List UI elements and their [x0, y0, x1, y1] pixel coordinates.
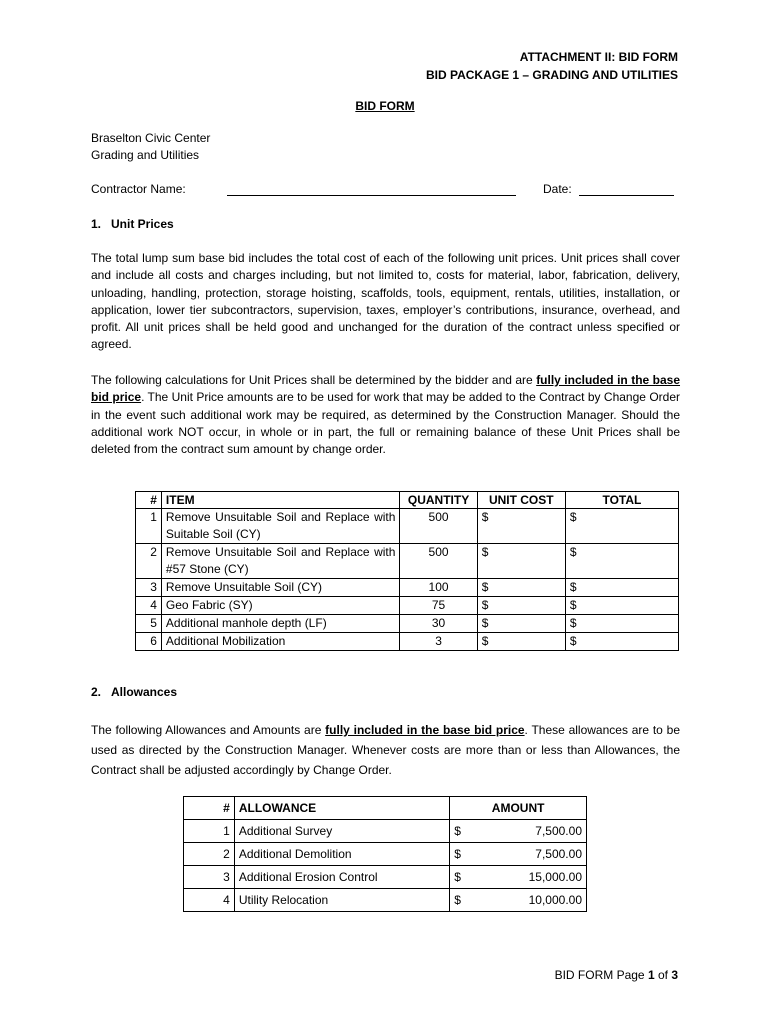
col-number: # — [184, 797, 235, 820]
row-number: 4 — [184, 889, 235, 912]
row-quantity: 100 — [400, 579, 477, 597]
para2-emphasis: fully included in the base bid price — [91, 373, 681, 405]
row-amount: 15,000.00 — [485, 866, 587, 889]
col-allowance: ALLOWANCE — [234, 797, 449, 820]
allowances-table — [183, 796, 587, 912]
row-quantity: 75 — [400, 597, 477, 615]
row-number: 2 — [136, 544, 162, 579]
unit-cost-cell[interactable]: $ — [477, 544, 565, 579]
row-quantity: 30 — [400, 615, 477, 633]
footer-prefix: BID FORM Page — [554, 968, 648, 982]
unit-cost-cell[interactable]: $ — [477, 633, 565, 651]
row-number: 3 — [136, 579, 162, 597]
col-amount: AMOUNT — [450, 797, 587, 820]
table-row — [136, 615, 679, 633]
table-row — [136, 579, 679, 597]
table-row — [184, 889, 587, 912]
total-cell[interactable]: $ — [565, 544, 678, 579]
unit-prices-calculation-paragraph — [91, 372, 680, 458]
page-title: BID FORM — [355, 99, 415, 113]
row-number: 2 — [184, 843, 235, 866]
date-label: Date: — [543, 182, 572, 196]
row-allowance: Utility Relocation — [234, 889, 449, 912]
unit-cost-cell[interactable]: $ — [477, 615, 565, 633]
row-amount: 7,500.00 — [485, 820, 587, 843]
allow-text-a: The following Allowances and Amounts are — [91, 723, 326, 737]
row-item: Remove Unsuitable Soil and Replace with Suitable Soil (CY) — [161, 509, 400, 544]
allowances-paragraph — [91, 720, 680, 780]
contractor-label: Contractor Name: — [91, 182, 186, 196]
unit-prices-table — [135, 491, 679, 651]
total-cell[interactable]: $ — [565, 597, 678, 615]
table-row — [136, 544, 679, 579]
row-number: 5 — [136, 615, 162, 633]
row-item: Additional manhole depth (LF) — [161, 615, 400, 633]
col-number: # — [136, 492, 162, 509]
col-unit-cost: UNIT COST — [477, 492, 565, 509]
row-allowance: Additional Erosion Control — [234, 866, 449, 889]
project-line-2: Grading and Utilities — [91, 148, 200, 162]
row-currency: $ — [450, 866, 485, 889]
project-name — [91, 130, 210, 164]
row-number: 1 — [136, 509, 162, 544]
footer-page-total: 3 — [671, 968, 678, 982]
table-row — [136, 597, 679, 615]
footer-page-number: 1 — [647, 968, 655, 982]
allow-text-b: . These allowances are to be used as directed by the Construction Manager. Whenever costs are more than or less than Allowances, the Contract shall be adjusted accordingly by Change Order. — [91, 723, 680, 777]
row-number: 4 — [136, 597, 162, 615]
row-number: 3 — [184, 866, 235, 889]
row-currency: $ — [450, 843, 485, 866]
row-number: 6 — [136, 633, 162, 651]
header-line-1: ATTACHMENT II: BID FORM — [519, 50, 678, 64]
row-item: Geo Fabric (SY) — [161, 597, 400, 615]
row-item: Remove Unsuitable Soil (CY) — [161, 579, 400, 597]
row-currency: $ — [450, 889, 485, 912]
allow-table-header — [184, 797, 587, 820]
header-line-2: BID PACKAGE 1 – GRADING AND UTILITIES — [425, 68, 678, 82]
row-amount: 10,000.00 — [485, 889, 587, 912]
table-row — [184, 843, 587, 866]
table-row — [136, 509, 679, 544]
section-1-heading: 1. Unit Prices — [91, 217, 174, 231]
table-row — [184, 820, 587, 843]
para2-text-b: . The Unit Price amounts are to be used for work that may be added to the Contract by Change Order in the event such additional work may be required, as determined by the Construction Manager. Should the additional work NOT occur, in whole or in part, the full or remaining balance of these Unit Prices shall be deleted from the contract sum amount by change order. — [91, 390, 680, 457]
page-footer — [555, 968, 678, 982]
table-row — [184, 866, 587, 889]
row-number: 1 — [184, 820, 235, 843]
unit-cost-cell[interactable]: $ — [477, 579, 565, 597]
unit-prices-paragraph: The total lump sum base bid includes the total cost of each of the following unit prices. Unit prices shall cover and include all costs and charges including, but not limited to, costs for material, labor, fabrication, delivery, unloading, handling, protection, storage hoisting, scaffolds, tools, equipment, rentals, utilities, installation, or application, lower tier subcontractors, supervision, taxes, employer’s contributions, insurance, overhead, and profit. All unit prices shall be held good and unchanged for the duration of the contract unless specified or agreed. — [91, 251, 680, 352]
unit-cost-cell[interactable]: $ — [477, 509, 565, 544]
col-item: ITEM — [161, 492, 400, 509]
row-item: Remove Unsuitable Soil and Replace with #57 Stone (CY) — [161, 544, 400, 579]
row-amount: 7,500.00 — [485, 843, 587, 866]
attachment-header — [426, 48, 678, 84]
row-allowance: Additional Survey — [234, 820, 449, 843]
row-currency: $ — [450, 820, 485, 843]
col-total: TOTAL — [565, 492, 678, 509]
table-row — [136, 633, 679, 651]
total-cell[interactable]: $ — [565, 615, 678, 633]
unit-cost-cell[interactable]: $ — [477, 597, 565, 615]
section-2-heading: 2. Allowances — [91, 685, 178, 699]
row-item: Additional Mobilization — [161, 633, 400, 651]
allow-emphasis: fully included in the base bid price — [325, 723, 525, 737]
total-cell[interactable]: $ — [565, 509, 678, 544]
project-line-1: Braselton Civic Center — [91, 131, 211, 145]
unit-table-header — [136, 492, 679, 509]
total-cell[interactable]: $ — [565, 579, 678, 597]
row-quantity: 500 — [400, 509, 477, 544]
total-cell[interactable]: $ — [565, 633, 678, 651]
date-field[interactable] — [579, 195, 674, 196]
row-quantity: 500 — [400, 544, 477, 579]
row-quantity: 3 — [400, 633, 477, 651]
contractor-name-field[interactable] — [227, 195, 516, 196]
col-quantity: QUANTITY — [400, 492, 477, 509]
para2-text-a: The following calculations for Unit Prices shall be determined by the bidder and are — [91, 373, 537, 387]
footer-of: of — [654, 968, 672, 982]
row-allowance: Additional Demolition — [234, 843, 449, 866]
